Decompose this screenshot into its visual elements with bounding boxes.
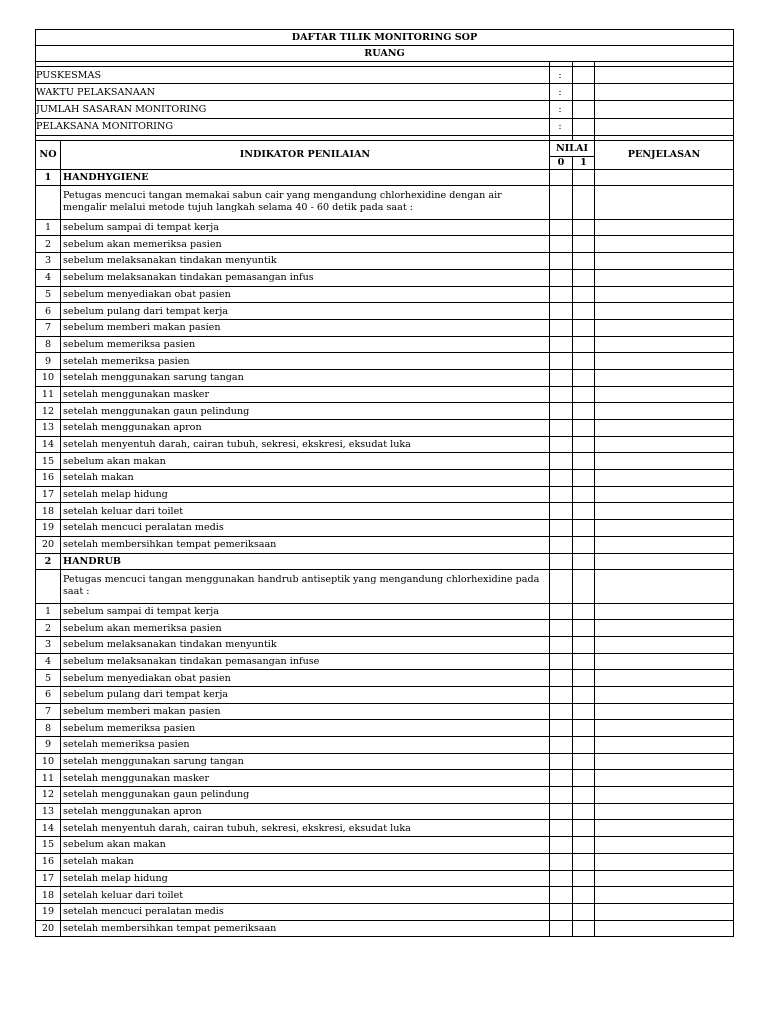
indicator-number: 5 xyxy=(36,286,61,303)
penjelasan-cell[interactable] xyxy=(595,887,734,904)
indicator-text: sebelum memberi makan pasien xyxy=(61,319,550,336)
score-1-cell[interactable] xyxy=(573,319,595,336)
section-description: Petugas mencuci tangan menggunakan handrub antiseptik yang mengandung chlorhexidine pada saat : xyxy=(61,569,550,603)
indicator-number: 14 xyxy=(36,436,61,453)
indicator-row xyxy=(36,720,734,737)
penjelasan-cell[interactable] xyxy=(595,536,734,553)
penjelasan-cell[interactable] xyxy=(595,737,734,754)
score-1-cell[interactable] xyxy=(573,753,595,770)
indicator-number: 7 xyxy=(36,319,61,336)
indicator-text: setelah memeriksa pasien xyxy=(61,353,550,370)
indicator-text: setelah menggunakan masker xyxy=(61,386,550,403)
indicator-text: sebelum memberi makan pasien xyxy=(61,703,550,720)
penjelasan-cell[interactable] xyxy=(595,303,734,320)
indicator-number: 13 xyxy=(36,803,61,820)
score-1-cell[interactable] xyxy=(573,403,595,420)
indicator-row xyxy=(36,536,734,553)
score-1-cell[interactable] xyxy=(573,453,595,470)
penjelasan-cell[interactable] xyxy=(595,253,734,270)
info-label: PELAKSANA MONITORING xyxy=(36,118,550,135)
score-1-cell[interactable] xyxy=(573,253,595,270)
score-1-cell[interactable] xyxy=(573,236,595,253)
score-0-cell[interactable] xyxy=(550,553,573,569)
penjelasan-cell[interactable] xyxy=(595,319,734,336)
score-1-cell[interactable] xyxy=(573,920,595,937)
indicator-text: setelah menggunakan apron xyxy=(61,420,550,437)
indicator-text: sebelum sampai di tempat kerja xyxy=(61,603,550,620)
indicator-number: 18 xyxy=(36,887,61,904)
score-1-cell[interactable] xyxy=(573,737,595,754)
penjelasan-cell[interactable] xyxy=(595,820,734,837)
indicator-number: 5 xyxy=(36,670,61,687)
score-1-cell[interactable] xyxy=(573,269,595,286)
indicator-row xyxy=(36,737,734,754)
indicator-row xyxy=(36,870,734,887)
info-row xyxy=(36,101,734,118)
indicator-text: sebelum menyediakan obat pasien xyxy=(61,286,550,303)
penjelasan-cell[interactable] xyxy=(595,520,734,537)
indicator-number: 6 xyxy=(36,686,61,703)
indicator-row xyxy=(36,353,734,370)
indicator-text: setelah menggunakan gaun pelindung xyxy=(61,403,550,420)
penjelasan-cell[interactable] xyxy=(595,753,734,770)
penjelasan-cell[interactable] xyxy=(595,169,734,185)
penjelasan-cell[interactable] xyxy=(595,219,734,236)
indicator-number: 19 xyxy=(36,903,61,920)
indicator-text: sebelum pulang dari tempat kerja xyxy=(61,303,550,320)
indicator-number: 4 xyxy=(36,269,61,286)
header-nilai-1: 1 xyxy=(573,156,595,169)
indicator-row xyxy=(36,253,734,270)
indicator-row xyxy=(36,286,734,303)
info-value-cell[interactable] xyxy=(573,118,595,135)
indicator-text: setelah keluar dari toilet xyxy=(61,503,550,520)
indicator-number: 4 xyxy=(36,653,61,670)
indicator-row xyxy=(36,703,734,720)
indicator-row xyxy=(36,236,734,253)
score-0-cell[interactable] xyxy=(550,369,573,386)
indicator-row xyxy=(36,319,734,336)
score-0-cell[interactable] xyxy=(550,319,573,336)
score-0-cell[interactable] xyxy=(550,236,573,253)
score-1-cell[interactable] xyxy=(573,620,595,637)
score-1-cell[interactable] xyxy=(573,670,595,687)
checklist-sheet xyxy=(35,29,733,937)
score-0-cell[interactable] xyxy=(550,753,573,770)
indicator-text: setelah menggunakan masker xyxy=(61,770,550,787)
score-0-cell[interactable] xyxy=(550,219,573,236)
indicator-text: setelah menyentuh darah, cairan tubuh, sekresi, ekskresi, eksudat luka xyxy=(61,820,550,837)
score-1-cell[interactable] xyxy=(573,536,595,553)
indicator-row xyxy=(36,420,734,437)
score-0-cell[interactable] xyxy=(550,620,573,637)
indicator-number: 15 xyxy=(36,837,61,854)
score-1-cell[interactable] xyxy=(573,720,595,737)
indicator-number: 9 xyxy=(36,353,61,370)
indicator-number: 12 xyxy=(36,403,61,420)
indicator-text: setelah menyentuh darah, cairan tubuh, sekresi, ekskresi, eksudat luka xyxy=(61,436,550,453)
penjelasan-cell[interactable] xyxy=(595,903,734,920)
score-1-cell[interactable] xyxy=(573,386,595,403)
indicator-number: 9 xyxy=(36,737,61,754)
score-0-cell[interactable] xyxy=(550,686,573,703)
header-no: NO xyxy=(36,140,61,169)
header-nilai-0: 0 xyxy=(550,156,573,169)
penjelasan-cell[interactable] xyxy=(595,770,734,787)
score-1-cell[interactable] xyxy=(573,569,595,603)
section-title: HANDRUB xyxy=(61,553,550,569)
indicator-row xyxy=(36,219,734,236)
score-0-cell[interactable] xyxy=(550,536,573,553)
indicator-number: 2 xyxy=(36,620,61,637)
indicator-number: 8 xyxy=(36,720,61,737)
indicator-text: sebelum akan memeriksa pasien xyxy=(61,236,550,253)
score-1-cell[interactable] xyxy=(573,503,595,520)
indicator-number: 7 xyxy=(36,703,61,720)
score-0-cell[interactable] xyxy=(550,303,573,320)
score-0-cell[interactable] xyxy=(550,920,573,937)
indicator-row xyxy=(36,269,734,286)
penjelasan-cell[interactable] xyxy=(595,470,734,487)
indicator-number: 10 xyxy=(36,753,61,770)
indicator-text: setelah melap hidung xyxy=(61,486,550,503)
indicator-row xyxy=(36,486,734,503)
indicator-text: sebelum memeriksa pasien xyxy=(61,336,550,353)
score-1-cell[interactable] xyxy=(573,185,595,219)
score-0-cell[interactable] xyxy=(550,436,573,453)
penjelasan-cell[interactable] xyxy=(595,803,734,820)
indicator-number: 19 xyxy=(36,520,61,537)
score-1-cell[interactable] xyxy=(573,420,595,437)
penjelasan-cell[interactable] xyxy=(595,353,734,370)
score-0-cell[interactable] xyxy=(550,770,573,787)
penjelasan-cell[interactable] xyxy=(595,553,734,569)
penjelasan-cell[interactable] xyxy=(595,185,734,219)
indicator-text: sebelum memeriksa pasien xyxy=(61,720,550,737)
score-0-cell[interactable] xyxy=(550,870,573,887)
info-row xyxy=(36,84,734,101)
score-1-cell[interactable] xyxy=(573,436,595,453)
penjelasan-cell[interactable] xyxy=(595,420,734,437)
score-1-cell[interactable] xyxy=(573,353,595,370)
section-number: 2 xyxy=(36,553,61,569)
indicator-text: setelah memeriksa pasien xyxy=(61,737,550,754)
info-value-cell[interactable] xyxy=(573,84,595,101)
penjelasan-cell[interactable] xyxy=(595,336,734,353)
score-1-cell[interactable] xyxy=(573,553,595,569)
score-0-cell[interactable] xyxy=(550,603,573,620)
score-1-cell[interactable] xyxy=(573,369,595,386)
score-1-cell[interactable] xyxy=(573,686,595,703)
indicator-row xyxy=(36,386,734,403)
indicator-number: 11 xyxy=(36,770,61,787)
penjelasan-cell[interactable] xyxy=(595,369,734,386)
indicator-row xyxy=(36,903,734,920)
indicator-text: setelah mencuci peralatan medis xyxy=(61,903,550,920)
indicator-row xyxy=(36,770,734,787)
score-1-cell[interactable] xyxy=(573,470,595,487)
info-extra-cell xyxy=(595,118,734,135)
penjelasan-cell[interactable] xyxy=(595,503,734,520)
indicator-number: 17 xyxy=(36,486,61,503)
score-1-cell[interactable] xyxy=(573,787,595,804)
info-extra-cell xyxy=(595,84,734,101)
document-subtitle: RUANG xyxy=(36,46,734,62)
indicator-text: sebelum akan memeriksa pasien xyxy=(61,620,550,637)
score-0-cell[interactable] xyxy=(550,420,573,437)
indicator-number: 13 xyxy=(36,420,61,437)
indicator-row xyxy=(36,787,734,804)
header-nilai: NILAI xyxy=(550,140,595,156)
penjelasan-cell[interactable] xyxy=(595,837,734,854)
indicator-number: 11 xyxy=(36,386,61,403)
penjelasan-cell[interactable] xyxy=(595,686,734,703)
indicator-number: 3 xyxy=(36,253,61,270)
indicator-row xyxy=(36,369,734,386)
indicator-number: 18 xyxy=(36,503,61,520)
indicator-text: setelah membersihkan tempat pemeriksaan xyxy=(61,920,550,937)
indicator-number: 2 xyxy=(36,236,61,253)
penjelasan-cell[interactable] xyxy=(595,870,734,887)
penjelasan-cell[interactable] xyxy=(595,603,734,620)
penjelasan-cell[interactable] xyxy=(595,703,734,720)
indicator-text: sebelum sampai di tempat kerja xyxy=(61,219,550,236)
penjelasan-cell[interactable] xyxy=(595,920,734,937)
indicator-number: 3 xyxy=(36,636,61,653)
score-1-cell[interactable] xyxy=(573,486,595,503)
penjelasan-cell[interactable] xyxy=(595,620,734,637)
indicator-row xyxy=(36,887,734,904)
indicator-row xyxy=(36,470,734,487)
score-1-cell[interactable] xyxy=(573,653,595,670)
penjelasan-cell[interactable] xyxy=(595,787,734,804)
penjelasan-cell[interactable] xyxy=(595,403,734,420)
info-separator: : xyxy=(550,84,573,101)
indicator-text: sebelum akan makan xyxy=(61,453,550,470)
score-0-cell[interactable] xyxy=(550,286,573,303)
indicator-text: setelah makan xyxy=(61,470,550,487)
indicator-row xyxy=(36,853,734,870)
score-1-cell[interactable] xyxy=(573,336,595,353)
section-description: Petugas mencuci tangan memakai sabun cair yang mengandung chlorhexidine dengan air mengalir melalui metode tujuh langkah selama 40 - 60 detik pada saat : xyxy=(61,185,550,219)
section-title: HANDHYGIENE xyxy=(61,169,550,185)
score-1-cell[interactable] xyxy=(573,603,595,620)
section-row xyxy=(36,553,734,569)
penjelasan-cell[interactable] xyxy=(595,853,734,870)
indicator-text: sebelum melaksanakan tindakan pemasangan infuse xyxy=(61,653,550,670)
indicator-row xyxy=(36,670,734,687)
indicator-row xyxy=(36,303,734,320)
score-0-cell[interactable] xyxy=(550,853,573,870)
score-0-cell[interactable] xyxy=(550,520,573,537)
info-extra-cell xyxy=(595,101,734,118)
blank-number-cell xyxy=(36,569,61,603)
indicator-row xyxy=(36,436,734,453)
info-value-cell[interactable] xyxy=(573,101,595,118)
indicator-row xyxy=(36,620,734,637)
indicator-text: sebelum akan makan xyxy=(61,837,550,854)
score-0-cell[interactable] xyxy=(550,636,573,653)
info-separator: : xyxy=(550,118,573,135)
score-1-cell[interactable] xyxy=(573,870,595,887)
header-indikator: INDIKATOR PENILAIAN xyxy=(61,140,550,169)
indicator-row xyxy=(36,453,734,470)
section-row xyxy=(36,169,734,185)
score-0-cell[interactable] xyxy=(550,737,573,754)
penjelasan-cell[interactable] xyxy=(595,453,734,470)
indicator-row xyxy=(36,503,734,520)
indicator-text: sebelum menyediakan obat pasien xyxy=(61,670,550,687)
penjelasan-cell[interactable] xyxy=(595,386,734,403)
info-separator: : xyxy=(550,101,573,118)
indicator-number: 16 xyxy=(36,853,61,870)
penjelasan-cell[interactable] xyxy=(595,653,734,670)
info-label: WAKTU PELAKSANAAN xyxy=(36,84,550,101)
indicator-number: 20 xyxy=(36,536,61,553)
indicator-number: 15 xyxy=(36,453,61,470)
score-1-cell[interactable] xyxy=(573,853,595,870)
indicator-row xyxy=(36,636,734,653)
indicator-row xyxy=(36,820,734,837)
blank-number-cell xyxy=(36,185,61,219)
score-1-cell[interactable] xyxy=(573,803,595,820)
score-1-cell[interactable] xyxy=(573,169,595,185)
indicator-row xyxy=(36,837,734,854)
indicator-text: setelah menggunakan gaun pelindung xyxy=(61,787,550,804)
score-0-cell[interactable] xyxy=(550,269,573,286)
score-1-cell[interactable] xyxy=(573,286,595,303)
indicator-number: 6 xyxy=(36,303,61,320)
score-0-cell[interactable] xyxy=(550,820,573,837)
checklist-body xyxy=(36,30,734,937)
indicator-number: 10 xyxy=(36,369,61,386)
indicator-text: setelah makan xyxy=(61,853,550,870)
score-1-cell[interactable] xyxy=(573,636,595,653)
score-1-cell[interactable] xyxy=(573,903,595,920)
score-0-cell[interactable] xyxy=(550,386,573,403)
indicator-number: 1 xyxy=(36,219,61,236)
indicator-row xyxy=(36,803,734,820)
section-description-row xyxy=(36,569,734,603)
score-1-cell[interactable] xyxy=(573,520,595,537)
indicator-number: 20 xyxy=(36,920,61,937)
score-0-cell[interactable] xyxy=(550,486,573,503)
indicator-number: 8 xyxy=(36,336,61,353)
penjelasan-cell[interactable] xyxy=(595,286,734,303)
indicator-text: setelah menggunakan sarung tangan xyxy=(61,369,550,386)
indicator-row xyxy=(36,336,734,353)
indicator-row xyxy=(36,403,734,420)
score-0-cell[interactable] xyxy=(550,803,573,820)
indicator-text: setelah membersihkan tempat pemeriksaan xyxy=(61,536,550,553)
penjelasan-cell[interactable] xyxy=(595,436,734,453)
indicator-row xyxy=(36,520,734,537)
indicator-text: setelah menggunakan apron xyxy=(61,803,550,820)
indicator-text: sebelum melaksanakan tindakan menyuntik xyxy=(61,253,550,270)
document-title: DAFTAR TILIK MONITORING SOP xyxy=(36,30,734,46)
checklist-table xyxy=(35,29,734,937)
score-0-cell[interactable] xyxy=(550,403,573,420)
score-1-cell[interactable] xyxy=(573,219,595,236)
info-row xyxy=(36,118,734,135)
score-1-cell[interactable] xyxy=(573,703,595,720)
score-0-cell[interactable] xyxy=(550,185,573,219)
score-0-cell[interactable] xyxy=(550,837,573,854)
score-1-cell[interactable] xyxy=(573,837,595,854)
indicator-text: setelah mencuci peralatan medis xyxy=(61,520,550,537)
score-0-cell[interactable] xyxy=(550,720,573,737)
score-0-cell[interactable] xyxy=(550,253,573,270)
score-1-cell[interactable] xyxy=(573,770,595,787)
score-1-cell[interactable] xyxy=(573,303,595,320)
score-1-cell[interactable] xyxy=(573,887,595,904)
indicator-text: setelah keluar dari toilet xyxy=(61,887,550,904)
score-0-cell[interactable] xyxy=(550,169,573,185)
info-value-cell[interactable] xyxy=(573,67,595,84)
indicator-row xyxy=(36,920,734,937)
score-0-cell[interactable] xyxy=(550,887,573,904)
indicator-row xyxy=(36,603,734,620)
indicator-text: sebelum melaksanakan tindakan pemasangan infus xyxy=(61,269,550,286)
info-extra-cell xyxy=(595,67,734,84)
indicator-number: 12 xyxy=(36,787,61,804)
score-0-cell[interactable] xyxy=(550,903,573,920)
info-row xyxy=(36,67,734,84)
score-1-cell[interactable] xyxy=(573,820,595,837)
score-0-cell[interactable] xyxy=(550,670,573,687)
section-description-row xyxy=(36,185,734,219)
indicator-text: setelah menggunakan sarung tangan xyxy=(61,753,550,770)
penjelasan-cell[interactable] xyxy=(595,236,734,253)
score-0-cell[interactable] xyxy=(550,453,573,470)
score-0-cell[interactable] xyxy=(550,569,573,603)
score-0-cell[interactable] xyxy=(550,703,573,720)
penjelasan-cell[interactable] xyxy=(595,486,734,503)
indicator-number: 14 xyxy=(36,820,61,837)
info-label: JUMLAH SASARAN MONITORING xyxy=(36,101,550,118)
section-number: 1 xyxy=(36,169,61,185)
indicator-row xyxy=(36,753,734,770)
indicator-text: sebelum melaksanakan tindakan menyuntik xyxy=(61,636,550,653)
score-0-cell[interactable] xyxy=(550,787,573,804)
penjelasan-cell[interactable] xyxy=(595,269,734,286)
indicator-number: 17 xyxy=(36,870,61,887)
score-0-cell[interactable] xyxy=(550,353,573,370)
score-0-cell[interactable] xyxy=(550,503,573,520)
score-0-cell[interactable] xyxy=(550,653,573,670)
score-0-cell[interactable] xyxy=(550,470,573,487)
score-0-cell[interactable] xyxy=(550,336,573,353)
penjelasan-cell[interactable] xyxy=(595,636,734,653)
indicator-text: sebelum pulang dari tempat kerja xyxy=(61,686,550,703)
penjelasan-cell[interactable] xyxy=(595,670,734,687)
header-penjelasan: PENJELASAN xyxy=(595,140,734,169)
penjelasan-cell[interactable] xyxy=(595,569,734,603)
indicator-number: 1 xyxy=(36,603,61,620)
indicator-row xyxy=(36,686,734,703)
info-label: PUSKESMAS xyxy=(36,67,550,84)
indicator-number: 16 xyxy=(36,470,61,487)
indicator-row xyxy=(36,653,734,670)
penjelasan-cell[interactable] xyxy=(595,720,734,737)
indicator-text: setelah melap hidung xyxy=(61,870,550,887)
info-separator: : xyxy=(550,67,573,84)
